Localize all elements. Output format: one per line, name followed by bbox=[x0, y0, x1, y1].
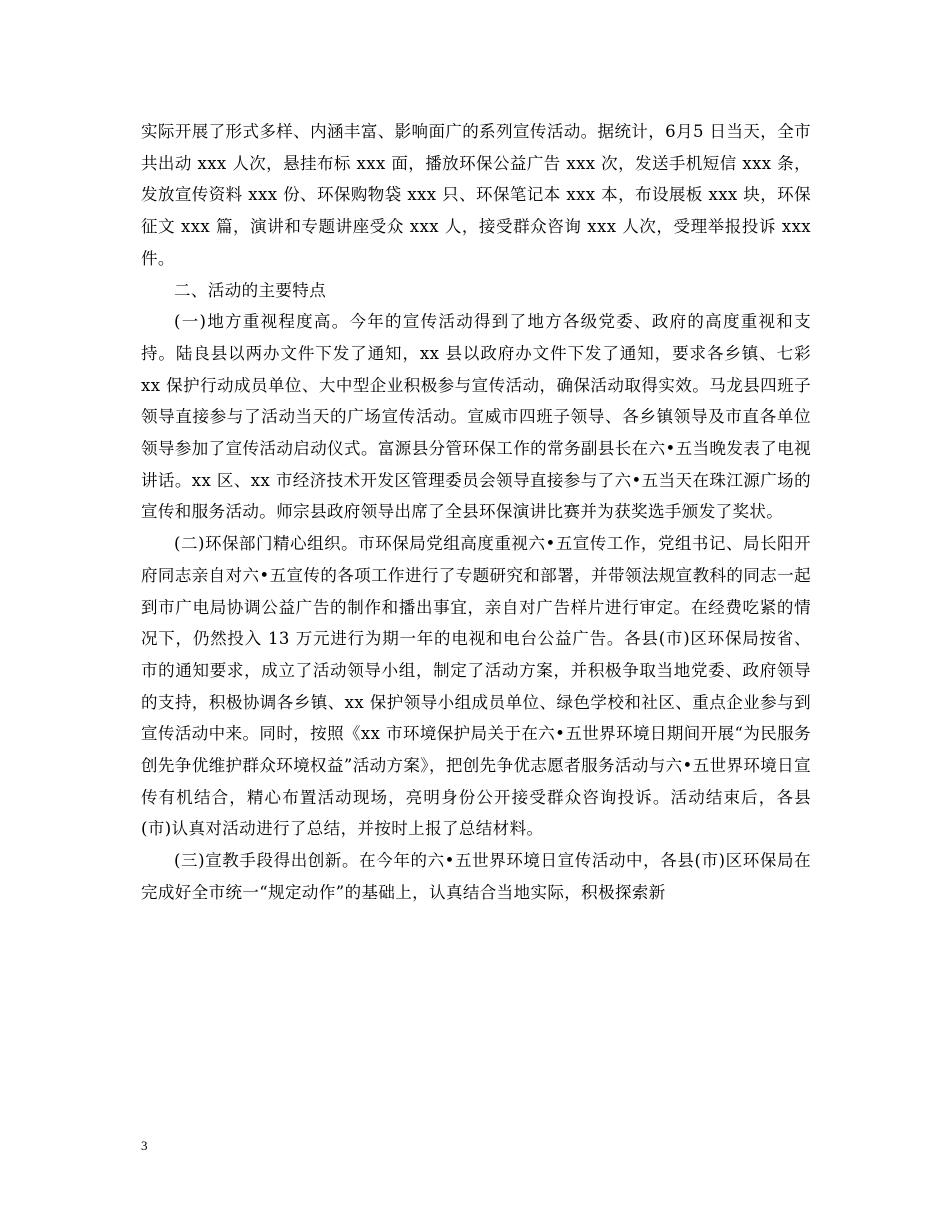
paragraph-innovation: (三)宣教手段得出创新。在今年的六•五世界环境日宣传活动中，各县(市)区环保局在完成好全市统一“规定动作”的基础上，认真结合当地实际，积极探索新 bbox=[141, 851, 811, 902]
paragraph-department-organization: (二)环保部门精心组织。市环保局党组高度重视六•五宣传工作，党组书记、局长阳开府同志亲自对六•五宣传的各项工作进行了专题研究和部署，并带领法规宣教科的同志一起到市广电局协调公益广告的制作和播出事宜，亲自对广告样片进行审定。在经费吃紧的情况下，仍然投入 13 万元进行为期一年的电视和电台公益广告。各县(市)区环保局按省、市的通知要求，成立了活动领导小组，制定了活动方案，并积极争取当地党委、政府领导的支持，积极协调各乡镇、xx 保护领导小组成员单位、绿色学校和社区、重点企业参与到宣传活动中来。同时，按照《xx 市环境保护局关于在六•五世界环境日期间开展“为民服务创先争优维护群众环境权益”活动方案》，把创先争优志愿者服务活动与六•五世界环境日宣传有机结合，精心布置活动现场，亮明身份公开接受群众咨询投诉。活动结束后，各县 (市)认真对活动进行了总结，并按时上报了总结材料。 bbox=[141, 534, 811, 839]
document-body bbox=[141, 116, 811, 909]
page-number: 3 bbox=[141, 1138, 148, 1153]
section-heading-main-features: 二、活动的主要特点 bbox=[174, 280, 327, 300]
paragraph-local-attention: (一)地方重视程度高。今年的宣传活动得到了地方各级党委、政府的高度重视和支持。陆良县以两办文件下发了通知，xx 县以政府办文件下发了通知，要求各乡镇、七彩 xx 保护行动成员单位、大中型企业积极参与宣传活动，确保活动取得实效。马龙县四班子领导直接参与了活动当天的广场宣传活动。宣威市四班子领导、各乡镇领导及市直各单位领导参加了宣传活动启动仪式。富源县分管环保工作的常务副县长在六•五当晚发表了电视讲话。xx 区、xx 市经济技术开发区管理委员会领导直接参与了六•五当天在珠江源广场的宣传和服务活动。师宗县政府领导出席了全县环保演讲比赛并为获奖选手颁发了奖状。 bbox=[141, 312, 811, 522]
paragraph-statistics-continuation: 实际开展了形式多样、内涵丰富、影响面广的系列宣传活动。据统计，6月5 日当天，全市共出动 xxx 人次，悬挂布标 xxx 面，播放环保公益广告 xxx 次，发送手机短信 xxx 条，发放宣传资料 xxx 份、环保购物袋 xxx 只、环保笔记本 xxx 本，布设展板 xxx 块，环保征文 xxx 篇，演讲和专题讲座受众 xxx 人，接受群众咨询 xxx 人次，受理举报投诉 xxx 件。 bbox=[141, 122, 811, 268]
